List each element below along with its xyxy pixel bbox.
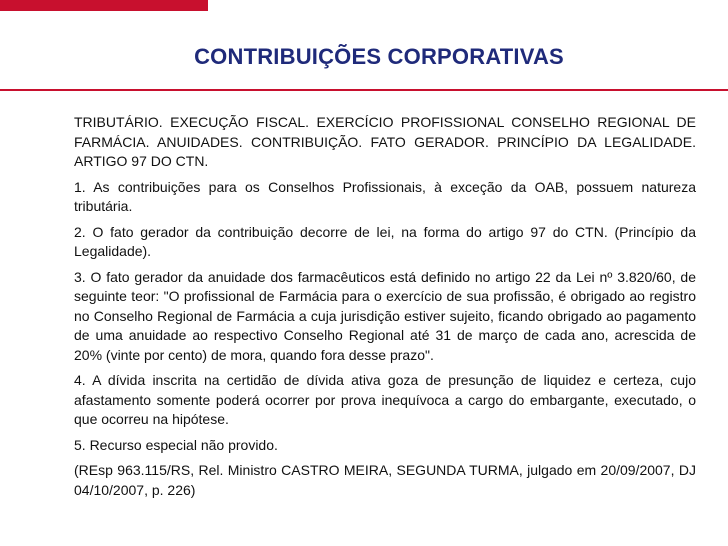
- title-divider: [0, 89, 728, 91]
- slide-title: CONTRIBUIÇÕES CORPORATIVAS: [194, 44, 564, 69]
- ementa-item-1: 1. As contribuições para os Conselhos Profissionais, à exceção da OAB, possuem natureza tributária.: [74, 178, 696, 214]
- slide-body: [74, 113, 696, 506]
- ementa-item-3: 3. O fato gerador da anuidade dos farmacêuticos está definido no artigo 22 da Lei nº 3.820/60, de seguinte teor: "O profissional de Farmácia para o exercício de sua profissão, é obrigado ao registro no Conselho Regional de Farmácia a cuja jurisdição estiver sujeito, ficando obrigado ao pagamento de uma anuidade ao respectivo Conselho Regional até 31 de março de cada ano, acrescida de 20% (vinte por cento) de mora, quando fora desse prazo".: [74, 268, 696, 363]
- ementa-heading: TRIBUTÁRIO. EXECUÇÃO FISCAL. EXERCÍCIO PROFISSIONAL CONSELHO REGIONAL DE FARMÁCIA. ANUIDADES. CONTRIBUIÇÃO. FATO GERADOR. PRINCÍPIO DA LEGALIDADE. ARTIGO 97 DO CTN.: [74, 114, 696, 169]
- ementa-item-5: 5. Recurso especial não provido.: [74, 436, 278, 453]
- ementa-item-4: 4. A dívida inscrita na certidão de dívida ativa goza de presunção de liquidez e certeza, cujo afastamento somente poderá ocorrer por prova inequívoca a cargo do embargante, executado, o que ocorreu na hipótese.: [74, 372, 696, 427]
- top-accent-bar: [0, 0, 208, 11]
- ementa-item-2: 2. O fato gerador da contribuição decorre de lei, na forma do artigo 97 do CTN. (Princípio da Legalidade).: [74, 223, 696, 259]
- case-citation: (REsp 963.115/RS, Rel. Ministro CASTRO MEIRA, SEGUNDA TURMA, julgado em 20/09/2007, DJ 04/10/2007, p. 226): [74, 462, 696, 498]
